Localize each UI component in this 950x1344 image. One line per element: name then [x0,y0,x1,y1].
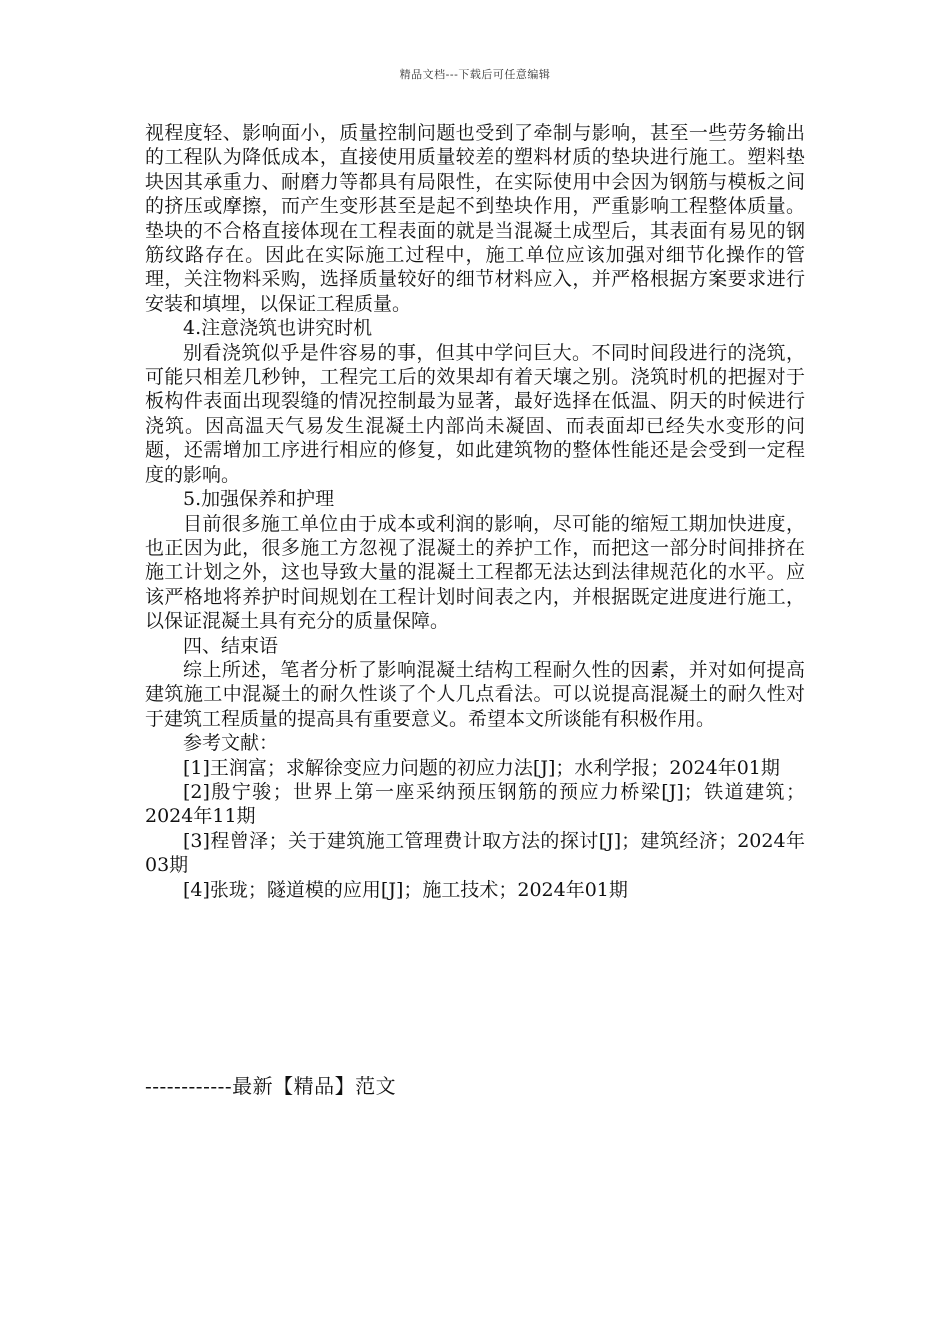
section-heading-conclusion: 四、结束语 [183,634,279,657]
references-heading: 参考文献： [183,732,279,755]
section-heading-curing: 5.加强保养和护理 [183,488,335,511]
document-body [145,121,805,902]
section-heading-pouring-timing: 4.注意浇筑也讲究时机 [183,317,373,340]
reference-item-1: [1]王润富；求解徐变应力问题的初应力法[J]；水利学报；2024年01期 [183,756,780,779]
reference-item-4: [4]张珑；隧道模的应用[J]；施工技术；2024年01期 [183,878,628,901]
reference-item-3: [3]程曾泽；关于建筑施工管理费计取方法的探讨[J]；建筑经济；2024年03期 [145,829,805,877]
reference-item-2: [2]殷宁骏；世界上第一座采纳预压钢筋的预应力桥梁[J]；铁道建筑；2024年11期 [145,780,805,828]
paragraph-curing: 目前很多施工单位由于成本或利润的影响，尽可能的缩短工期加快进度，也正因为此，很多施工方忽视了混凝土的养护工作，而把这一部分时间排挤在施工计划之外，这也导致大量的混凝土工程都无法达到法律规范化的水平。应该严格地将养护时间规划在工程计划时间表之内，并根据既定进度进行施工，以保证混凝土具有充分的质量保障。 [145,512,805,633]
paragraph-pouring-timing: 别看浇筑似乎是件容易的事，但其中学问巨大。不同时间段进行的浇筑，可能只相差几秒钟，工程完工后的效果却有着天壤之别。浇筑时机的把握对于板构件表面出现裂缝的情况控制最为显著，最好选择在低温、阴天的时候进行浇筑。因高温天气易发生混凝土内部尚未凝固、而表面却已经失水变形的问题，还需增加工序进行相应的修复，如此建筑物的整体性能还是会受到一定程度的影响。 [145,341,805,486]
page-header: 精品文档---下载后可任意编辑 [399,68,551,81]
page-footer: ------------最新【精品】范文 [145,1074,397,1098]
paragraph-spacer-blocks: 视程度轻、影响面小，质量控制问题也受到了牵制与影响，甚至一些劳务输出的工程队为降低成本，直接使用质量较差的塑料材质的垫块进行施工。塑料垫块因其承重力、耐磨力等都具有局限性，在实际使用中会因为钢筋与模板之间的挤压或摩擦，而产生变形甚至是起不到垫块作用，严重影响工程整体质量。垫块的不合格直接体现在工程表面的就是当混凝土成型后，其表面有易见的钢筋纹路存在。因此在实际施工过程中，施工单位应该加强对细节化操作的管理，关注物料采购，选择质量较好的细节材料应入，并严格根据方案要求进行安装和填埋，以保证工程质量。 [145,122,805,315]
paragraph-conclusion: 综上所述，笔者分析了影响混凝土结构工程耐久性的因素，并对如何提高建筑施工中混凝土的耐久性谈了个人几点看法。可以说提高混凝土的耐久性对于建筑工程质量的提高具有重要意义。希望本文所谈能有积极作用。 [145,658,805,730]
